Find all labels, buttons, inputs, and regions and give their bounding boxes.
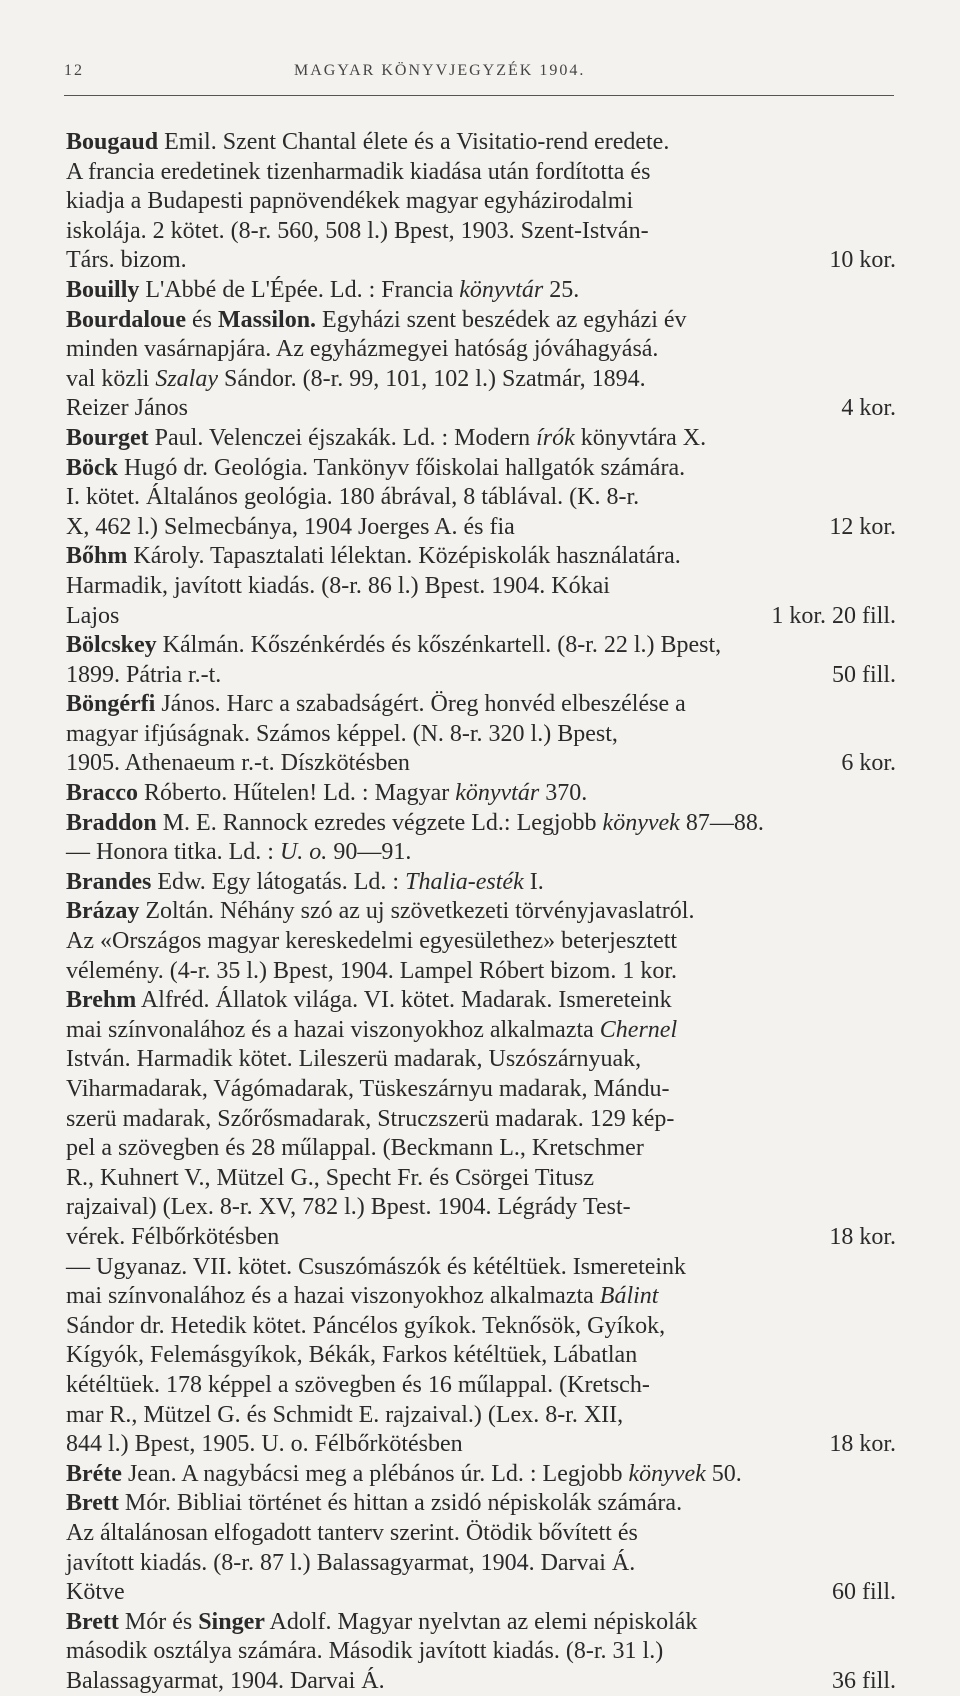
entry-line: [66, 1578, 896, 1608]
entry-text: I.: [523, 868, 544, 895]
entry-text: 1905. Athenaeum r.-t. Díszkötésben: [66, 750, 410, 777]
entry-text: 844 l.) Bpest, 1905. U. o. Félbőrkötésben: [66, 1431, 463, 1458]
price: 50 fill.: [832, 661, 896, 688]
entry-line: [66, 246, 896, 276]
series-title: könyvek: [602, 809, 680, 836]
entry-text: Sándor. (8-r. 99, 101, 102 l.) Szatmár, 1894.: [217, 365, 646, 392]
entry-line: [66, 276, 896, 306]
catalog-entry: [66, 542, 896, 631]
entry-line: [66, 1253, 896, 1283]
entry-text: pel a szövegben és 28 műlappal. (Beckmann L., Kretschmer: [66, 1135, 644, 1162]
series-title: írók: [536, 424, 575, 451]
entry-text: vélemény. (4-r. 35 l.) Bpest, 1904. Lampel Róbert bizom. 1 kor.: [66, 957, 677, 984]
entry-line: [66, 986, 896, 1016]
entry-line: [66, 1460, 896, 1490]
entry-line: [66, 394, 896, 424]
entry-text: Egyházi szent beszédek az egyházi év: [316, 306, 687, 333]
entry-line: [66, 957, 896, 987]
entry-text: Zoltán. Néhány szó az uj szövetkezeti törvényjavaslatról.: [139, 898, 695, 925]
entry-text: vérek. Félbőrkötésben: [66, 1223, 280, 1250]
entry-text: Kígyók, Felemásgyíkok, Békák, Farkos kétéltüek, Lábatlan: [66, 1342, 638, 1369]
entry-text: Paul. Velenczei éjszakák. Ld. : Modern: [148, 424, 537, 451]
entry-line: [66, 1519, 896, 1549]
entry-text: L'Abbé de L'Épée. Ld. : Francia: [139, 276, 460, 303]
entry-text: — Ugyanaz. VII. kötet. Csuszómászók és kétéltüek. Ismereteink: [66, 1253, 687, 1280]
entry-line: [66, 868, 896, 898]
entry-text: 1899. Pátria r.-t.: [66, 661, 222, 688]
entry-line: [66, 483, 896, 513]
entry-text: Károly. Tapasztalati lélektan. Középiskolák használatára.: [127, 543, 681, 570]
entry-line: [66, 187, 896, 217]
catalog-entry: [66, 454, 896, 543]
entry-text: minden vasárnapjára. Az egyházmegyei hatóság jóváhagyásá.: [66, 336, 659, 363]
entry-text: Lajos: [66, 602, 120, 629]
entry-text: M. E. Rannock ezredes végzete Ld.: Legjobb: [156, 809, 603, 836]
series-title: Bálint: [599, 1283, 659, 1310]
page-number: 12: [64, 62, 84, 79]
entry-line: [66, 513, 896, 543]
entry-line: [66, 1637, 896, 1667]
catalog-entry: [66, 897, 896, 986]
entry-line: [66, 306, 896, 336]
entry-line: [66, 809, 896, 839]
entry-text: kétéltüek. 178 képpel a szövegben és 16 műlappal. (Kretsch-: [66, 1371, 650, 1398]
entry-line: [66, 1608, 896, 1638]
entry-line: [66, 1075, 896, 1105]
author-name: Böngérfi: [66, 691, 156, 718]
entry-text: második osztálya számára. Második javított kiadás. (8-r. 31 l.): [66, 1638, 664, 1665]
series-title: Chernel: [599, 1016, 678, 1043]
price: 18 kor.: [829, 1431, 896, 1458]
author-name: Brandes: [66, 868, 152, 895]
entry-line: [66, 572, 896, 602]
author-name: Bouilly: [66, 276, 140, 303]
series-title: Szalay: [155, 365, 218, 392]
entry-text: Mór. Bibliai történet és hittan a zsidó népiskolák számára.: [118, 1490, 683, 1517]
entry-text: javított kiadás. (8-r. 87 l.) Balassagyarmat, 1904. Darvai Á.: [66, 1549, 636, 1576]
entry-line: [66, 1223, 896, 1253]
entry-line: [66, 1312, 896, 1342]
catalog-entry: [66, 128, 896, 276]
entry-text: rajzaival) (Lex. 8-r. XV, 782 l.) Bpest. 1904. Légrády Test-: [66, 1194, 631, 1221]
entry-line: [66, 158, 896, 188]
entry-text: val közli: [66, 365, 156, 392]
entry-line: [66, 779, 896, 809]
header-rule: [64, 95, 894, 96]
entry-text: R., Kuhnert V., Mützel G., Specht Fr. és Csörgei Titusz: [66, 1164, 595, 1191]
author-name: Braddon: [66, 809, 157, 836]
entry-text: 370.: [539, 780, 588, 807]
entry-line: [66, 897, 896, 927]
catalog-entry: [66, 809, 896, 839]
author-name: Bőhm: [66, 543, 128, 570]
author-name: Bourget: [66, 424, 149, 451]
price: 4 kor.: [841, 395, 896, 422]
author-name: Bréte: [66, 1460, 122, 1487]
catalog-entry: [66, 276, 896, 306]
entry-text: Róberto. Hűtelen! Ld. : Magyar: [137, 780, 456, 807]
entry-text: 25.: [543, 276, 580, 303]
entry-text: és: [186, 306, 219, 333]
entry-line: [66, 1667, 896, 1696]
entry-text: Edw. Egy látogatás. Ld. :: [151, 868, 406, 895]
entry-line: [66, 1105, 896, 1135]
entry-line: [66, 365, 896, 395]
entry-line: [66, 454, 896, 484]
entry-line: [66, 602, 896, 632]
entry-text: Az «Országos magyar kereskedelmi egyesülethez» beterjesztett: [66, 928, 678, 955]
author-name: Brett: [66, 1608, 119, 1635]
author-name: Singer: [198, 1608, 265, 1635]
entry-text: Kötve: [66, 1579, 125, 1606]
entry-line: [66, 1371, 896, 1401]
entry-text: Harmadik, javított kiadás. (8-r. 86 l.) Bpest. 1904. Kókai: [66, 572, 610, 599]
entry-text: Jean. A nagybácsi meg a plébános úr. Ld. : Legjobb: [121, 1460, 629, 1487]
entry-text: mar R., Mützel G. és Schmidt E. rajzaival.) (Lex. 8-r. XII,: [66, 1401, 624, 1428]
entry-text: Reizer János: [66, 395, 188, 422]
entry-line: [66, 424, 896, 454]
entry-text: Kálmán. Kőszénkérdés és kőszénkartell. (8-r. 22 l.) Bpest,: [156, 632, 722, 659]
author-name: Bourdaloue: [66, 306, 187, 333]
catalog-entry: [66, 986, 896, 1252]
entry-text: A francia eredetinek tizenharmadik kiadása után fordította és: [66, 158, 651, 185]
price: 1 kor. 20 fill.: [771, 602, 896, 629]
entry-text: szerü madarak, Szőrősmadarak, Struczszerü madarak. 129 kép-: [66, 1105, 675, 1132]
entry-line: [66, 1193, 896, 1223]
price: 60 fill.: [832, 1579, 896, 1606]
price: 6 kor.: [841, 750, 896, 777]
entry-line: [66, 1489, 896, 1519]
entry-line: [66, 1341, 896, 1371]
entry-text: Az általánosan elfogadott tanterv szerint. Ötödik bővített és: [66, 1519, 638, 1546]
entry-text: Mór és: [118, 1608, 199, 1635]
price: 10 kor.: [829, 247, 896, 274]
catalog-entry: [66, 631, 896, 690]
catalog-entry: [66, 690, 896, 779]
catalog-entry: [66, 1460, 896, 1490]
entry-line: [66, 1016, 896, 1046]
entry-line: [66, 749, 896, 779]
catalog-entry: [66, 1489, 896, 1607]
series-title: könyvtár: [459, 276, 544, 303]
entry-line: [66, 1282, 896, 1312]
author-name: Bracco: [66, 780, 138, 807]
entry-line: [66, 1134, 896, 1164]
entry-text: — Honora titka. Ld. :: [66, 839, 280, 866]
entry-line: [66, 720, 896, 750]
price: 12 kor.: [829, 513, 896, 540]
entry-line: [66, 838, 896, 868]
price: 18 kor.: [829, 1223, 896, 1250]
entry-text: magyar ifjúságnak. Számos képpel. (N. 8-r. 320 l.) Bpest,: [66, 720, 618, 747]
entry-line: [66, 661, 896, 691]
entry-text: Társ. bizom.: [66, 247, 187, 274]
series-title: Thalia-esték: [405, 868, 524, 895]
running-title: MAGYAR KÖNYVJEGYZÉK 1904.: [294, 62, 586, 79]
entry-text: I. kötet. Általános geológia. 180 ábrával, 8 táblával. (K. 8-r.: [66, 484, 640, 511]
entry-line: [66, 1549, 896, 1579]
price: 36 fill.: [832, 1667, 896, 1694]
entry-line: [66, 1401, 896, 1431]
catalog-entry: [66, 779, 896, 809]
entry-line: [66, 690, 896, 720]
author-name: Massilon.: [218, 306, 317, 333]
entry-text: mai színvonalához és a hazai viszonyokhoz alkalmazta: [66, 1016, 600, 1043]
entry-text: 87—88.: [679, 809, 764, 836]
author-name: Böck: [66, 454, 119, 481]
entry-text: Sándor dr. Hetedik kötet. Páncélos gyíkok. Teknősök, Gyíkok,: [66, 1312, 666, 1339]
entry-text: Balassagyarmat, 1904. Darvai Á.: [66, 1667, 385, 1694]
author-name: Brázay: [66, 898, 140, 925]
catalog-entry: [66, 838, 896, 868]
entry-line: [66, 1164, 896, 1194]
entry-line: [66, 927, 896, 957]
entry-line: [66, 1045, 896, 1075]
entry-line: [66, 631, 896, 661]
entry-text: Alfréd. Állatok világa. VI. kötet. Madarak. Ismereteink: [136, 987, 672, 1014]
entry-line: [66, 335, 896, 365]
series-title: könyvtár: [455, 780, 540, 807]
catalog-entry: [66, 424, 896, 454]
catalog-entry: [66, 868, 896, 898]
series-title: könyvek: [628, 1460, 706, 1487]
entry-text: János. Harc a szabadságért. Öreg honvéd elbeszélése a: [155, 691, 686, 718]
entry-text: Adolf. Magyar nyelvtan az elemi népiskolák: [264, 1608, 698, 1635]
entry-text: 90—91.: [327, 839, 412, 866]
catalog-entry: [66, 1253, 896, 1460]
author-name: Bölcskey: [66, 632, 157, 659]
author-name: Brehm: [66, 987, 137, 1014]
entry-line: [66, 128, 896, 158]
catalog-entries: [66, 128, 896, 1696]
entry-text: 50.: [705, 1460, 742, 1487]
entry-line: [66, 217, 896, 247]
author-name: Brett: [66, 1490, 119, 1517]
page-header: [64, 62, 894, 90]
entry-text: Viharmadarak, Vágómadarak, Tüskeszárnyu madarak, Mándu-: [66, 1076, 670, 1102]
entry-text: István. Harmadik kötet. Lileszerü madarak, Uszószárnyuak,: [66, 1046, 642, 1073]
entry-line: [66, 542, 896, 572]
entry-text: iskolája. 2 kötet. (8-r. 560, 508 l.) Bpest, 1903. Szent-István-: [66, 217, 649, 244]
entry-text: kiadja a Budapesti papnövendékek magyar egyházirodalmi: [66, 188, 634, 215]
entry-text: Emil. Szent Chantal élete és a Visitatio-rend eredete.: [158, 129, 670, 155]
catalog-entry: [66, 1608, 896, 1696]
entry-text: Hugó dr. Geológia. Tankönyv főiskolai hallgatók számára.: [118, 454, 686, 481]
series-title: U. o.: [279, 839, 328, 866]
author-name: Bougaud: [66, 129, 159, 155]
entry-text: X, 462 l.) Selmecbánya, 1904 Joerges A. és fia: [66, 513, 515, 540]
entry-line: [66, 1430, 896, 1460]
entry-text: könyvtára X.: [574, 424, 707, 451]
catalog-entry: [66, 306, 896, 424]
entry-text: mai színvonalához és a hazai viszonyokhoz alkalmazta: [66, 1283, 600, 1310]
